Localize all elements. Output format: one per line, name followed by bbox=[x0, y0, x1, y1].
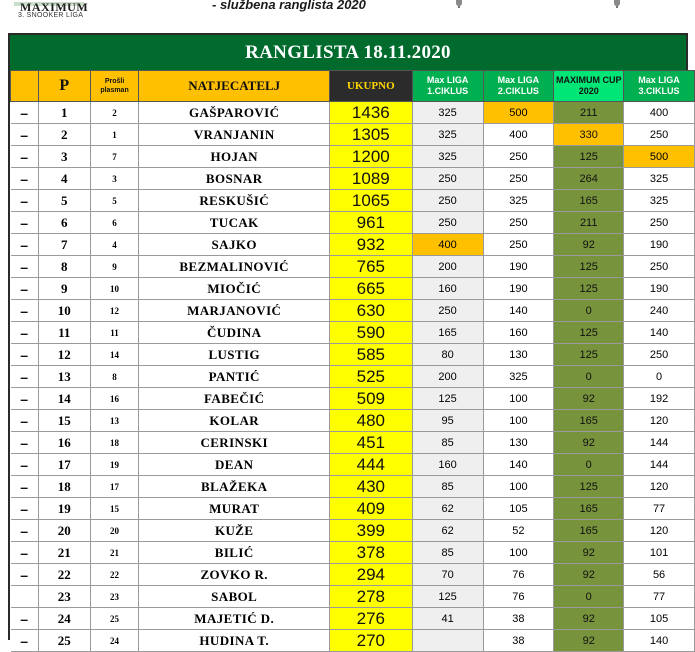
row-trend: – bbox=[11, 344, 39, 366]
row-total: 430 bbox=[329, 476, 412, 498]
row-cup: 92 bbox=[554, 388, 624, 410]
row-league-1: 160 bbox=[412, 278, 483, 300]
row-league-1: 325 bbox=[412, 146, 483, 168]
row-league-1: 325 bbox=[412, 102, 483, 124]
row-league-2: 38 bbox=[483, 630, 554, 652]
row-cup: 92 bbox=[554, 608, 624, 630]
row-league-2: 130 bbox=[483, 344, 554, 366]
row-league-2: 400 bbox=[483, 124, 554, 146]
row-player-name: FABEČIĆ bbox=[139, 388, 329, 410]
row-total: 480 bbox=[329, 410, 412, 432]
row-league-1: 200 bbox=[412, 366, 483, 388]
row-trend: – bbox=[11, 190, 39, 212]
row-league-3: 400 bbox=[624, 102, 695, 124]
row-rank: 22 bbox=[38, 564, 90, 586]
row-player-name: DEAN bbox=[139, 454, 329, 476]
row-league-1: 62 bbox=[412, 520, 483, 542]
row-league-2: 190 bbox=[483, 278, 554, 300]
table-header-row bbox=[11, 71, 695, 102]
row-total: 585 bbox=[329, 344, 412, 366]
row-cup: 92 bbox=[554, 542, 624, 564]
row-total: 1305 bbox=[329, 124, 412, 146]
row-player-name: BEZMALINOVIĆ bbox=[139, 256, 329, 278]
row-rank: 8 bbox=[38, 256, 90, 278]
row-league-1: 165 bbox=[412, 322, 483, 344]
row-league-3: 77 bbox=[624, 498, 695, 520]
row-league-2: 130 bbox=[483, 432, 554, 454]
row-league-2: 100 bbox=[483, 410, 554, 432]
maximum-logo bbox=[12, 0, 90, 26]
row-league-2: 500 bbox=[483, 102, 554, 124]
row-player-name: TUCAK bbox=[139, 212, 329, 234]
row-league-3: 140 bbox=[624, 630, 695, 652]
row-rank: 3 bbox=[38, 146, 90, 168]
row-total: 961 bbox=[329, 212, 412, 234]
row-rank: 5 bbox=[38, 190, 90, 212]
row-previous-rank: 16 bbox=[90, 388, 139, 410]
row-rank: 4 bbox=[38, 168, 90, 190]
row-league-1: 250 bbox=[412, 212, 483, 234]
row-rank: 6 bbox=[38, 212, 90, 234]
row-league-1: 95 bbox=[412, 410, 483, 432]
row-previous-rank: 10 bbox=[90, 278, 139, 300]
row-league-2: 105 bbox=[483, 498, 554, 520]
row-trend: – bbox=[11, 212, 39, 234]
table-row bbox=[11, 586, 695, 608]
row-total: 525 bbox=[329, 366, 412, 388]
row-total: 378 bbox=[329, 542, 412, 564]
row-previous-rank: 18 bbox=[90, 432, 139, 454]
row-previous-rank: 17 bbox=[90, 476, 139, 498]
row-previous-rank: 2 bbox=[90, 102, 139, 124]
row-league-2: 76 bbox=[483, 564, 554, 586]
header-blank bbox=[11, 71, 39, 102]
row-cup: 211 bbox=[554, 102, 624, 124]
row-league-2: 250 bbox=[483, 168, 554, 190]
row-cup: 0 bbox=[554, 366, 624, 388]
row-league-2: 100 bbox=[483, 388, 554, 410]
row-total: 1436 bbox=[329, 102, 412, 124]
row-league-2: 100 bbox=[483, 476, 554, 498]
row-cup: 165 bbox=[554, 520, 624, 542]
row-league-3: 0 bbox=[624, 366, 695, 388]
row-player-name: LUSTIG bbox=[139, 344, 329, 366]
row-league-2: 250 bbox=[483, 146, 554, 168]
row-trend: – bbox=[11, 410, 39, 432]
row-league-1: 80 bbox=[412, 344, 483, 366]
row-player-name: MAJETIĆ D. bbox=[139, 608, 329, 630]
row-rank: 21 bbox=[38, 542, 90, 564]
row-league-2: 140 bbox=[483, 454, 554, 476]
row-league-2: 250 bbox=[483, 234, 554, 256]
row-league-2: 160 bbox=[483, 322, 554, 344]
row-rank: 2 bbox=[38, 124, 90, 146]
row-previous-rank: 24 bbox=[90, 630, 139, 652]
row-cup: 92 bbox=[554, 432, 624, 454]
row-trend: – bbox=[11, 542, 39, 564]
row-cup: 330 bbox=[554, 124, 624, 146]
row-cup: 92 bbox=[554, 564, 624, 586]
row-cup: 165 bbox=[554, 498, 624, 520]
row-trend: – bbox=[11, 432, 39, 454]
table-row bbox=[11, 608, 695, 630]
row-cup: 125 bbox=[554, 146, 624, 168]
row-league-2: 325 bbox=[483, 366, 554, 388]
table-row bbox=[11, 344, 695, 366]
row-league-1: 250 bbox=[412, 300, 483, 322]
row-previous-rank: 19 bbox=[90, 454, 139, 476]
row-trend bbox=[11, 586, 39, 608]
row-player-name: BLAŽEKA bbox=[139, 476, 329, 498]
row-previous-rank: 13 bbox=[90, 410, 139, 432]
table-row bbox=[11, 432, 695, 454]
row-previous-rank: 7 bbox=[90, 146, 139, 168]
row-player-name: ČUDINA bbox=[139, 322, 329, 344]
header-total: UKUPNO bbox=[329, 71, 412, 102]
row-player-name: HUDINA T. bbox=[139, 630, 329, 652]
row-rank: 20 bbox=[38, 520, 90, 542]
table-row bbox=[11, 388, 695, 410]
row-previous-rank: 9 bbox=[90, 256, 139, 278]
row-total: 270 bbox=[329, 630, 412, 652]
row-league-1 bbox=[412, 630, 483, 652]
row-league-1: 70 bbox=[412, 564, 483, 586]
row-rank: 23 bbox=[38, 586, 90, 608]
trophy-icon bbox=[612, 0, 622, 9]
row-trend: – bbox=[11, 388, 39, 410]
row-player-name: MARJANOVIĆ bbox=[139, 300, 329, 322]
row-league-1: 325 bbox=[412, 124, 483, 146]
header-league-3: Max LIGA 3.CIKLUS bbox=[624, 71, 695, 102]
row-cup: 125 bbox=[554, 322, 624, 344]
row-cup: 264 bbox=[554, 168, 624, 190]
row-previous-rank: 4 bbox=[90, 234, 139, 256]
row-rank: 16 bbox=[38, 432, 90, 454]
row-rank: 18 bbox=[38, 476, 90, 498]
row-total: 932 bbox=[329, 234, 412, 256]
row-league-3: 190 bbox=[624, 278, 695, 300]
row-rank: 9 bbox=[38, 278, 90, 300]
row-total: 1200 bbox=[329, 146, 412, 168]
table-row bbox=[11, 256, 695, 278]
row-league-1: 160 bbox=[412, 454, 483, 476]
row-rank: 25 bbox=[38, 630, 90, 652]
header-league-2: Max LIGA 2.CIKLUS bbox=[483, 71, 554, 102]
row-league-3: 240 bbox=[624, 300, 695, 322]
row-total: 1065 bbox=[329, 190, 412, 212]
table-row bbox=[11, 564, 695, 586]
row-league-2: 100 bbox=[483, 542, 554, 564]
row-league-2: 325 bbox=[483, 190, 554, 212]
table-row bbox=[11, 454, 695, 476]
row-league-3: 250 bbox=[624, 344, 695, 366]
row-league-3: 144 bbox=[624, 454, 695, 476]
row-rank: 24 bbox=[38, 608, 90, 630]
table-row bbox=[11, 366, 695, 388]
row-trend: – bbox=[11, 278, 39, 300]
row-trend: – bbox=[11, 454, 39, 476]
row-player-name: VRANJANIN bbox=[139, 124, 329, 146]
row-player-name: BILIĆ bbox=[139, 542, 329, 564]
table-row bbox=[11, 168, 695, 190]
row-total: 630 bbox=[329, 300, 412, 322]
row-cup: 92 bbox=[554, 234, 624, 256]
row-previous-rank: 3 bbox=[90, 168, 139, 190]
table-row bbox=[11, 278, 695, 300]
row-cup: 0 bbox=[554, 454, 624, 476]
row-player-name: KUŽE bbox=[139, 520, 329, 542]
row-cup: 211 bbox=[554, 212, 624, 234]
row-cup: 0 bbox=[554, 586, 624, 608]
row-player-name: GAŠPAROVIĆ bbox=[139, 102, 329, 124]
row-previous-rank: 1 bbox=[90, 124, 139, 146]
row-league-1: 400 bbox=[412, 234, 483, 256]
row-cup: 125 bbox=[554, 476, 624, 498]
row-trend: – bbox=[11, 256, 39, 278]
row-player-name: ZOVKO R. bbox=[139, 564, 329, 586]
row-player-name: SAJKO bbox=[139, 234, 329, 256]
row-previous-rank: 11 bbox=[90, 322, 139, 344]
row-cup: 125 bbox=[554, 278, 624, 300]
row-rank: 7 bbox=[38, 234, 90, 256]
table-row bbox=[11, 190, 695, 212]
row-league-3: 250 bbox=[624, 124, 695, 146]
row-league-1: 85 bbox=[412, 542, 483, 564]
row-total: 276 bbox=[329, 608, 412, 630]
row-league-3: 120 bbox=[624, 476, 695, 498]
table-row bbox=[11, 410, 695, 432]
row-trend: – bbox=[11, 322, 39, 344]
row-league-3: 192 bbox=[624, 388, 695, 410]
table-row bbox=[11, 498, 695, 520]
row-previous-rank: 12 bbox=[90, 300, 139, 322]
table-row bbox=[11, 520, 695, 542]
top-header bbox=[0, 0, 695, 33]
row-league-1: 85 bbox=[412, 476, 483, 498]
row-trend: – bbox=[11, 630, 39, 652]
row-league-1: 200 bbox=[412, 256, 483, 278]
row-player-name: HOJAN bbox=[139, 146, 329, 168]
row-player-name: RESKUŠIĆ bbox=[139, 190, 329, 212]
row-league-2: 52 bbox=[483, 520, 554, 542]
row-league-3: 105 bbox=[624, 608, 695, 630]
row-player-name: SABOL bbox=[139, 586, 329, 608]
row-trend: – bbox=[11, 300, 39, 322]
row-league-3: 325 bbox=[624, 190, 695, 212]
row-league-3: 190 bbox=[624, 234, 695, 256]
row-league-2: 190 bbox=[483, 256, 554, 278]
header-position: P bbox=[38, 71, 90, 102]
row-previous-rank: 14 bbox=[90, 344, 139, 366]
table-row bbox=[11, 542, 695, 564]
logo-text: MAXIMUM bbox=[20, 0, 89, 14]
row-previous-rank: 5 bbox=[90, 190, 139, 212]
row-trend: – bbox=[11, 102, 39, 124]
table-row bbox=[11, 102, 695, 124]
logo-subtext: 3. SNOOKER LIGA bbox=[18, 12, 84, 19]
row-trend: – bbox=[11, 564, 39, 586]
row-league-1: 41 bbox=[412, 608, 483, 630]
trophy-icon bbox=[454, 0, 464, 9]
row-league-2: 250 bbox=[483, 212, 554, 234]
row-rank: 17 bbox=[38, 454, 90, 476]
row-league-1: 250 bbox=[412, 168, 483, 190]
row-player-name: MURAT bbox=[139, 498, 329, 520]
row-total: 409 bbox=[329, 498, 412, 520]
table-row bbox=[11, 146, 695, 168]
row-rank: 1 bbox=[38, 102, 90, 124]
row-rank: 15 bbox=[38, 410, 90, 432]
row-rank: 12 bbox=[38, 344, 90, 366]
row-rank: 14 bbox=[38, 388, 90, 410]
row-league-3: 500 bbox=[624, 146, 695, 168]
row-total: 444 bbox=[329, 454, 412, 476]
table-row bbox=[11, 322, 695, 344]
row-previous-rank: 15 bbox=[90, 498, 139, 520]
row-league-1: 85 bbox=[412, 432, 483, 454]
row-trend: – bbox=[11, 608, 39, 630]
ranking-title: RANGLISTA 18.11.2020 bbox=[10, 35, 686, 70]
row-league-1: 250 bbox=[412, 190, 483, 212]
row-league-1: 125 bbox=[412, 586, 483, 608]
ranking-rows bbox=[11, 102, 695, 652]
row-league-3: 120 bbox=[624, 410, 695, 432]
page-subtitle: - službena ranglista 2020 bbox=[212, 0, 366, 12]
row-cup: 165 bbox=[554, 190, 624, 212]
row-cup: 0 bbox=[554, 300, 624, 322]
row-player-name: KOLAR bbox=[139, 410, 329, 432]
row-trend: – bbox=[11, 168, 39, 190]
row-total: 590 bbox=[329, 322, 412, 344]
row-trend: – bbox=[11, 476, 39, 498]
row-league-3: 101 bbox=[624, 542, 695, 564]
row-league-3: 56 bbox=[624, 564, 695, 586]
row-total: 765 bbox=[329, 256, 412, 278]
row-cup: 125 bbox=[554, 344, 624, 366]
row-previous-rank: 6 bbox=[90, 212, 139, 234]
row-league-1: 125 bbox=[412, 388, 483, 410]
row-league-3: 325 bbox=[624, 168, 695, 190]
table-row bbox=[11, 300, 695, 322]
row-player-name: BOSNAR bbox=[139, 168, 329, 190]
row-trend: – bbox=[11, 124, 39, 146]
row-trend: – bbox=[11, 498, 39, 520]
table-row bbox=[11, 630, 695, 652]
row-total: 294 bbox=[329, 564, 412, 586]
row-previous-rank: 23 bbox=[90, 586, 139, 608]
header-previous: Prošli plasman bbox=[90, 71, 139, 102]
table-row bbox=[11, 212, 695, 234]
row-cup: 125 bbox=[554, 256, 624, 278]
row-previous-rank: 8 bbox=[90, 366, 139, 388]
row-league-2: 140 bbox=[483, 300, 554, 322]
row-league-3: 250 bbox=[624, 212, 695, 234]
row-league-2: 38 bbox=[483, 608, 554, 630]
row-league-3: 140 bbox=[624, 322, 695, 344]
row-league-1: 62 bbox=[412, 498, 483, 520]
row-total: 509 bbox=[329, 388, 412, 410]
row-player-name: CERINSKI bbox=[139, 432, 329, 454]
row-rank: 10 bbox=[38, 300, 90, 322]
row-previous-rank: 22 bbox=[90, 564, 139, 586]
row-total: 451 bbox=[329, 432, 412, 454]
row-rank: 13 bbox=[38, 366, 90, 388]
row-previous-rank: 21 bbox=[90, 542, 139, 564]
table-row bbox=[11, 124, 695, 146]
row-league-3: 144 bbox=[624, 432, 695, 454]
row-total: 1089 bbox=[329, 168, 412, 190]
table-row bbox=[11, 234, 695, 256]
row-league-3: 250 bbox=[624, 256, 695, 278]
row-player-name: PANTIĆ bbox=[139, 366, 329, 388]
row-previous-rank: 20 bbox=[90, 520, 139, 542]
header-cup: MAXIMUM CUP 2020 bbox=[554, 71, 624, 102]
row-trend: – bbox=[11, 146, 39, 168]
row-trend: – bbox=[11, 366, 39, 388]
row-league-2: 76 bbox=[483, 586, 554, 608]
row-rank: 19 bbox=[38, 498, 90, 520]
row-player-name: MIOČIĆ bbox=[139, 278, 329, 300]
row-total: 399 bbox=[329, 520, 412, 542]
header-player: NATJECATELJ bbox=[139, 71, 329, 102]
row-total: 278 bbox=[329, 586, 412, 608]
row-rank: 11 bbox=[38, 322, 90, 344]
row-league-3: 120 bbox=[624, 520, 695, 542]
row-previous-rank: 25 bbox=[90, 608, 139, 630]
row-total: 665 bbox=[329, 278, 412, 300]
table-row bbox=[11, 476, 695, 498]
ranking-table bbox=[10, 70, 695, 652]
row-trend: – bbox=[11, 234, 39, 256]
row-league-3: 77 bbox=[624, 586, 695, 608]
row-cup: 165 bbox=[554, 410, 624, 432]
row-trend: – bbox=[11, 520, 39, 542]
row-cup: 92 bbox=[554, 630, 624, 652]
header-league-1: Max LIGA 1.CIKLUS bbox=[412, 71, 483, 102]
